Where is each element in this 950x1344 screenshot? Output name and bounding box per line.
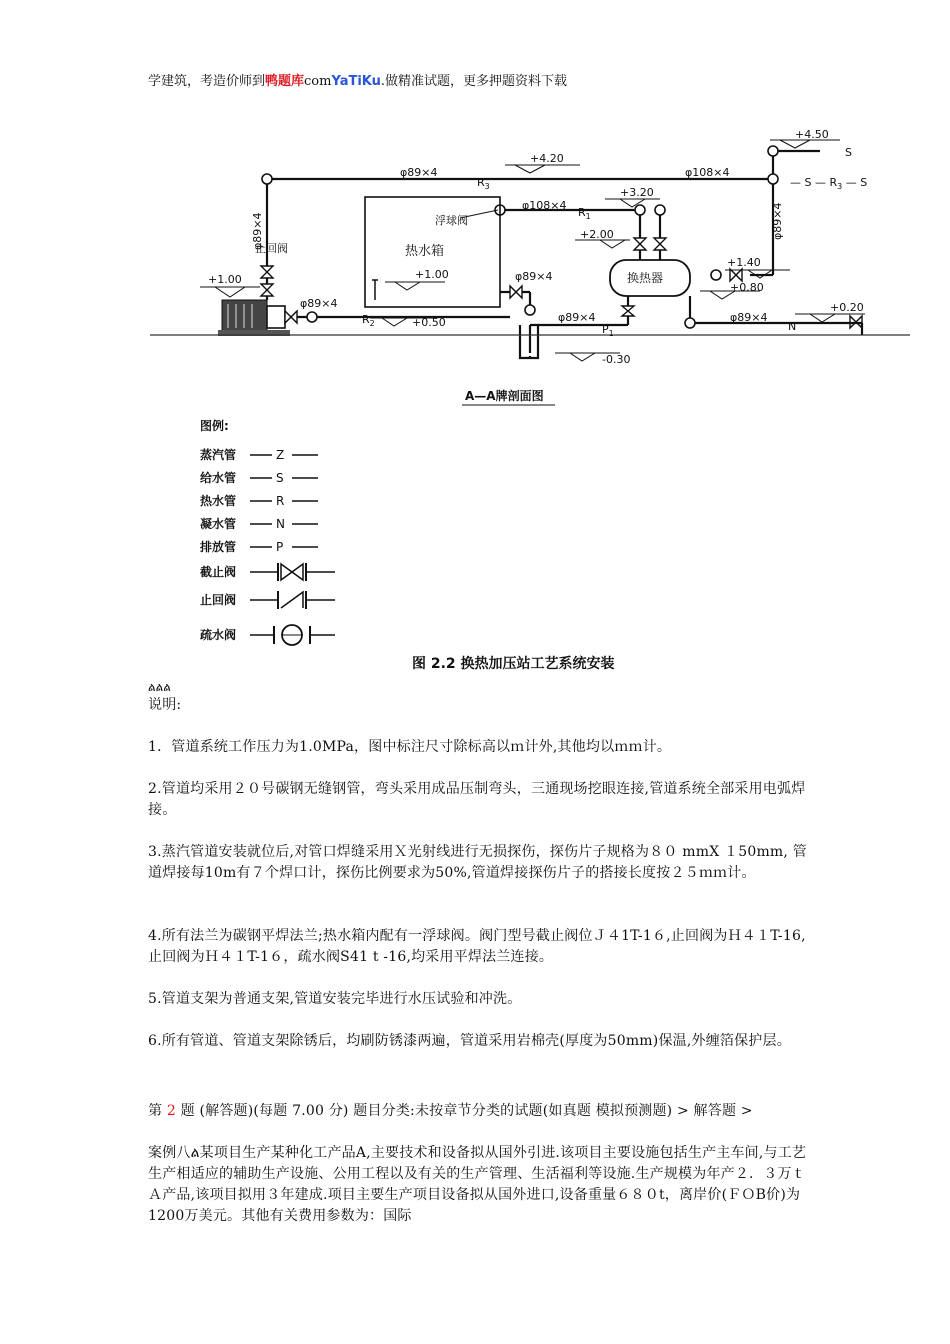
note-6: 6.所有管道、管道支架除锈后，均刷防锈漆两遍，管道采用岩棉壳(厚度为50mm)保温,外缠箔保护层。 xyxy=(148,1033,791,1049)
label-s-r3-s: — S — $R_3$ — S xyxy=(790,176,868,191)
question-body: 案例八ል某项目生产某种化工产品A,主要技术和设备拟从国外引进.该项目主要设施包括生产主车间,与工艺生产相适应的辅助生产设施、公用工程以及有关的生产管理、生活福利等设施.生产规模为年产２．３万ｔＡ产品,该项目拟用３年建成.项目主要生产项目设备拟从国外进口,设备重量６８０t，离岸价(ＦＯB价)为1200万美元。其他有关费用参数为：国际 xyxy=(148,1145,807,1224)
label-vert-89-right: φ89×4 xyxy=(771,202,784,240)
label-s: S xyxy=(845,146,852,159)
legend-item-label: 疏水阀 xyxy=(200,628,237,642)
legend-item-code: S xyxy=(276,471,284,485)
label-elev-100-left: +1.00 xyxy=(208,273,242,286)
label-elev-080: +0.80 xyxy=(730,281,764,294)
label-pipe-89-pump: φ89×4 xyxy=(300,297,338,310)
question-number: 2 xyxy=(166,1103,176,1119)
label-elev-320: +3.20 xyxy=(620,186,654,199)
brand-name-cn[interactable]: 鸭题库 xyxy=(265,74,305,89)
note-5: 5.管道支架为普通支架,管道安装完毕进行水压试验和冲洗。 xyxy=(148,991,522,1007)
legend-symbol xyxy=(281,564,303,580)
explain-title: 说明: xyxy=(148,697,182,713)
label-elev-100-tank: +1.00 xyxy=(415,268,449,281)
label-check-valve: 止回阀 xyxy=(255,242,288,255)
legend-item-label: 给水管 xyxy=(200,471,237,485)
label-elev-140: +1.40 xyxy=(727,256,761,269)
piping-diagram-figure xyxy=(150,110,910,685)
label-hot-tank: 热水箱 xyxy=(405,244,445,259)
label-p1: $P_1$ xyxy=(602,323,614,338)
legend xyxy=(199,447,335,645)
legend-item-label: 排放管 xyxy=(200,540,237,554)
header-prefix: 学建筑，考造价师到 xyxy=(148,74,266,89)
label-pipe-89-top: φ89×4 xyxy=(400,166,438,179)
figure-caption: 图 2.2 换热加压站工艺系统安装 xyxy=(412,656,615,672)
label-pipe-89-n: φ89×4 xyxy=(730,311,768,324)
label-vert-89-left: φ89×4 xyxy=(251,212,264,250)
label-pipe-108-mid: φ108×4 xyxy=(522,199,567,212)
pump-motor xyxy=(218,300,290,336)
label-elev-450: +4.50 xyxy=(795,128,829,141)
marker-symbols: ልልል xyxy=(148,680,171,694)
label-r2: $R_2$ xyxy=(362,313,375,328)
label-heat-exchanger: 换热器 xyxy=(627,271,664,285)
legend-item-code: Z xyxy=(276,448,285,462)
note-3: 3.蒸汽管道安装就位后,对管口焊缝采用Ｘ光射线进行无损探伤，探伤片子规格为８０ mmX １50mm, 管道焊接每10m有７个焊口计，探伤比例要求为50%,管道焊接探伤片子的搭接长度按２５ｍｍ计。 xyxy=(148,844,807,881)
label-elev-420: +4.20 xyxy=(530,152,564,165)
legend-item-label: 蒸汽管 xyxy=(200,448,237,462)
brand-domain-name[interactable]: YaTiKu xyxy=(331,74,381,89)
elevation-markers xyxy=(200,140,868,361)
label-elev-200: +2.00 xyxy=(580,228,614,241)
label-float-valve: 浮球阀 xyxy=(435,214,468,227)
legend-item-code: N xyxy=(276,517,285,531)
note-2: 2.管道均采用２０号碳钢无缝钢管，弯头采用成品压制弯头，三通现场挖眼连接,管道系统全部采用电弧焊接。 xyxy=(148,781,806,818)
label-elev-020: +0.20 xyxy=(830,301,864,314)
label-n: N xyxy=(788,320,797,333)
question-header xyxy=(148,1101,808,1122)
section-title: A—A牌剖面图 xyxy=(465,389,544,403)
legend-item-label: 截止阀 xyxy=(200,565,237,579)
legend-item-label: 止回阀 xyxy=(200,593,237,607)
piping-diagram xyxy=(150,110,910,685)
legend-symbol xyxy=(281,592,303,608)
label-pipe-89-tank: φ89×4 xyxy=(515,270,553,283)
label-pipe-108-top: φ108×4 xyxy=(685,166,730,179)
note-4: 4.所有法兰为碳钢平焊法兰;热水箱内配有一浮球阀。阀门型号截止阀位Ｊ４1T-1６,止回阀为Ｈ４１T-16, 止回阀为Ｈ４１T-1６，疏水阀S41 t -16,均采用平焊法兰连接。 xyxy=(148,928,806,965)
page-header xyxy=(148,70,567,89)
question-meta: 题 (解答题)(每题 7.00 分) 题目分类:未按章节分类的试题(如真题 模拟预测题) > 解答题 > xyxy=(175,1103,753,1119)
label-pipe-89-p1: φ89×4 xyxy=(558,311,596,324)
label-r1: $R_1$ xyxy=(578,206,591,221)
label-elev-030: -0.30 xyxy=(602,353,631,366)
question-prefix: 第 xyxy=(148,1103,167,1119)
legend-title: 图例: xyxy=(200,419,229,433)
legend-item-label: 凝水管 xyxy=(200,517,237,531)
legend-item-code: R xyxy=(276,494,285,508)
header-suffix: .做精准试题，更多押题资料下载 xyxy=(380,74,568,89)
label-r3: $R_3$ xyxy=(477,176,490,191)
brand-domain-com[interactable]: com xyxy=(304,74,332,89)
note-1: 1．管道系统工作压力为1.0MPa，图中标注尺寸除标高以ｍ计外,其他均以ｍｍ计。 xyxy=(148,739,672,755)
label-elev-050: +0.50 xyxy=(412,316,446,329)
legend-item-label: 热水管 xyxy=(200,494,237,508)
legend-item-code: P xyxy=(276,540,284,554)
